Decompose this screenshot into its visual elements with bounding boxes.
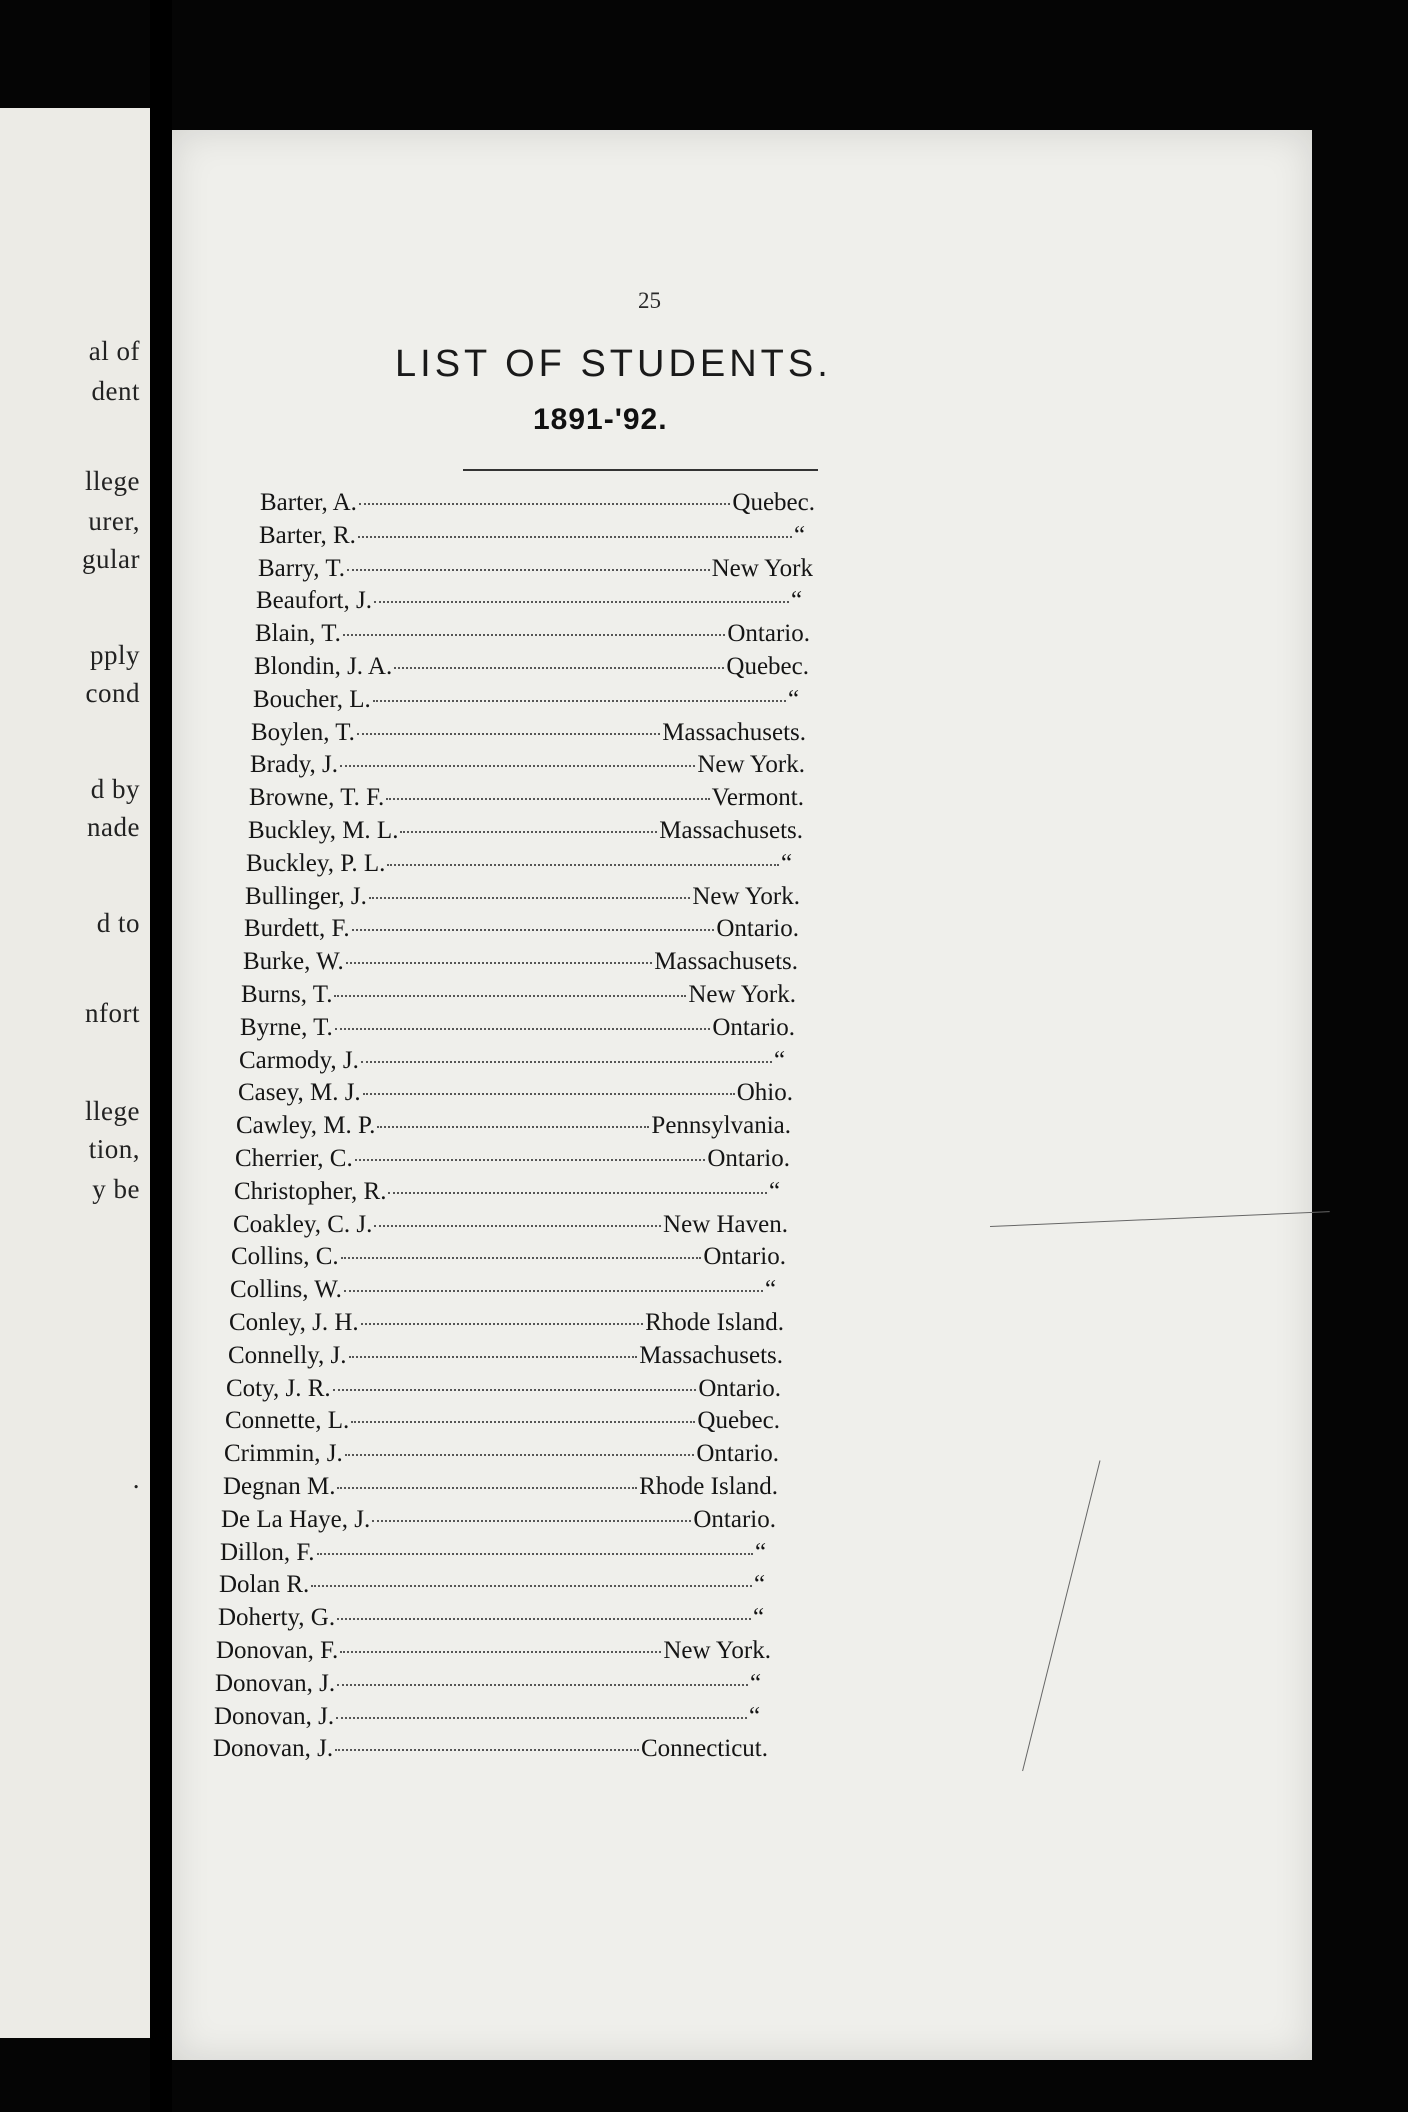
list-item [229,1306,784,1336]
dot-leader [373,678,786,702]
student-place: Rhode Island. [639,1473,778,1500]
list-item [258,552,813,582]
dot-leader [340,743,695,767]
dot-leader [344,1268,763,1292]
list-item [216,1634,771,1664]
list-item [241,978,796,1008]
dot-leader [388,1170,767,1194]
dot-leader [336,1695,747,1719]
facing-page-text: d to [96,908,140,938]
student-name: Buckley, P. L. [246,850,386,877]
student-name: Bullinger, J. [245,883,367,910]
list-item [239,1044,794,1074]
list-item [249,781,804,811]
dot-leader [359,481,731,505]
list-item [259,519,814,549]
dot-leader [349,1334,638,1358]
dot-leader [311,1563,752,1587]
dot-leader [337,1465,637,1489]
student-name: Browne, T. F. [249,784,385,811]
student-place: Ohio. [736,1079,793,1106]
student-place: “ [755,1539,767,1566]
facing-page-text: y be [92,1174,140,1204]
list-item [238,1076,793,1106]
dot-leader [357,711,660,735]
list-item [215,1667,770,1697]
student-place: Ontario. [707,1145,790,1172]
dot-leader [387,842,779,866]
student-place: Connecticut. [640,1735,768,1762]
student-name: Conley, J. H. [229,1309,359,1336]
student-name: Crimmin, J. [224,1440,343,1467]
student-place: Pennsylvania. [651,1112,791,1139]
student-name: Dillon, F. [220,1539,315,1566]
student-name: De La Haye, J. [221,1506,371,1533]
list-item [230,1273,785,1303]
student-place: Ontario. [727,620,810,647]
dot-leader [333,1367,697,1391]
student-name: Beaufort, J. [256,587,372,614]
facing-page-text: . [132,1464,140,1494]
list-item [251,716,806,746]
student-place: Ontario. [703,1243,786,1270]
student-place: “ [781,850,793,877]
student-place: New Haven. [663,1211,788,1238]
student-place: New York. [697,751,805,778]
facing-page-text: cond [85,678,140,708]
student-name: Boucher, L. [253,686,371,713]
list-item [234,1175,789,1205]
facing-page-text: nade [87,812,140,842]
student-name: Collins, W. [230,1276,342,1303]
student-name: Donovan, J. [213,1735,334,1762]
page-title: LIST OF STUDENTS. [395,343,832,385]
student-place: “ [765,1276,777,1303]
dot-leader [361,1301,643,1325]
student-name: Blondin, J. A. [254,653,393,680]
list-item [235,1142,790,1172]
student-name: Barter, R. [259,522,356,549]
student-name: Brady, J. [250,751,338,778]
student-place: “ [794,522,806,549]
student-place: “ [788,686,800,713]
page-number: 25 [638,288,661,313]
dot-leader [386,776,709,800]
list-item [248,814,803,844]
dot-leader [337,1662,748,1686]
list-item [236,1109,791,1139]
list-item [220,1536,775,1566]
list-item [228,1339,783,1369]
student-name: Connette, L. [225,1407,350,1434]
student-name: Coty, J. R. [226,1375,331,1402]
dot-leader [363,1071,735,1095]
dot-leader [377,1104,649,1128]
list-item [231,1240,786,1270]
list-item [244,912,799,942]
student-place: “ [753,1604,765,1631]
student-name: Buckley, M. L. [248,817,399,844]
dot-leader [341,1235,702,1259]
list-item [250,748,805,778]
dot-leader [358,514,792,538]
student-name: Carmody, J. [239,1047,359,1074]
dot-leader [335,1006,711,1030]
dot-leader [352,907,715,931]
list-item [260,486,815,516]
student-name: Donovan, J. [215,1670,336,1697]
student-place: Ontario. [712,1014,795,1041]
dot-leader [334,973,686,997]
list-item [254,650,809,680]
student-name: Barry, T. [258,555,346,582]
list-item [218,1601,773,1631]
facing-page-text: pply [89,640,140,670]
student-name: Boylen, T. [251,719,355,746]
student-name: Byrne, T. [240,1014,333,1041]
facing-page-text: llege [85,1096,140,1126]
list-item [221,1503,776,1533]
list-item [225,1404,780,1434]
student-place: New York. [663,1637,771,1664]
facing-page-text: urer, [88,506,140,536]
student-name: Doherty, G. [218,1604,336,1631]
student-name: Burns, T. [241,981,333,1008]
dot-leader [374,1203,661,1227]
list-item [240,1011,795,1041]
dot-leader [372,1498,691,1522]
student-name: Dolan R. [219,1571,310,1598]
list-item [219,1568,774,1598]
student-place: Ontario. [716,915,799,942]
facing-page-text: tion, [88,1134,140,1164]
student-place: “ [774,1047,786,1074]
student-place: Vermont. [711,784,804,811]
student-name: Barter, A. [260,489,357,516]
list-item [245,880,800,910]
student-name: Burke, W. [243,948,344,975]
student-place: Massachusets. [659,817,803,844]
academic-year: 1891-'92. [533,403,668,436]
dot-leader [394,645,724,669]
student-name: Coakley, C. J. [233,1211,373,1238]
dot-leader [340,1629,661,1653]
student-name: Cherrier, C. [235,1145,353,1172]
student-place: Massachusets. [654,948,798,975]
list-item [246,847,801,877]
dot-leader [335,1727,639,1751]
facing-page-text: gular [82,544,140,574]
list-item [214,1700,769,1730]
dot-leader [361,1039,772,1063]
student-place: “ [769,1178,781,1205]
student-place: “ [750,1670,762,1697]
student-place: “ [749,1703,761,1730]
student-place: Quebec. [732,489,815,516]
student-name: Burdett, F. [244,915,350,942]
dot-leader [317,1531,753,1555]
list-item [256,584,811,614]
student-name: Degnan M. [223,1473,336,1500]
student-place: Quebec. [697,1407,780,1434]
dot-leader [346,940,653,964]
student-place: Ontario. [698,1375,781,1402]
student-name: Donovan, F. [216,1637,339,1664]
facing-page-text: llege [85,466,140,496]
list-item [233,1208,788,1238]
student-place: Massachusets. [662,719,806,746]
list-item [255,617,810,647]
list-item [223,1470,778,1500]
dot-leader [351,1399,695,1423]
student-place: Ontario. [696,1440,779,1467]
student-name: Casey, M. J. [238,1079,361,1106]
dot-leader [345,1432,695,1456]
list-item [213,1732,768,1762]
dot-leader [343,612,725,636]
dot-leader [369,875,690,899]
dot-leader [374,579,789,603]
dot-leader [400,809,657,833]
student-name: Christopher, R. [234,1178,387,1205]
student-place: New York. [688,981,796,1008]
student-place: Rhode Island. [645,1309,784,1336]
dot-leader [337,1596,751,1620]
list-item [226,1372,781,1402]
student-place: Ontario. [693,1506,776,1533]
student-place: “ [754,1571,766,1598]
list-item [253,683,808,713]
student-place: New York. [692,883,800,910]
student-name: Collins, C. [231,1243,339,1270]
student-name: Donovan, J. [214,1703,335,1730]
student-place: Quebec. [726,653,809,680]
dot-leader [355,1137,706,1161]
student-place: “ [791,587,803,614]
student-name: Blain, T. [255,620,341,647]
dot-leader [347,547,710,571]
facing-page-text: al of [88,336,140,366]
facing-page-text: d by [90,774,140,804]
student-place: New York [711,555,813,582]
student-name: Connelly, J. [228,1342,347,1369]
facing-page-text: dent [91,376,140,406]
student-name: Cawley, M. P. [236,1112,376,1139]
list-item [243,945,798,975]
facing-page-text: nfort [85,998,140,1028]
student-place: Massachusets. [639,1342,783,1369]
list-item [224,1437,779,1467]
